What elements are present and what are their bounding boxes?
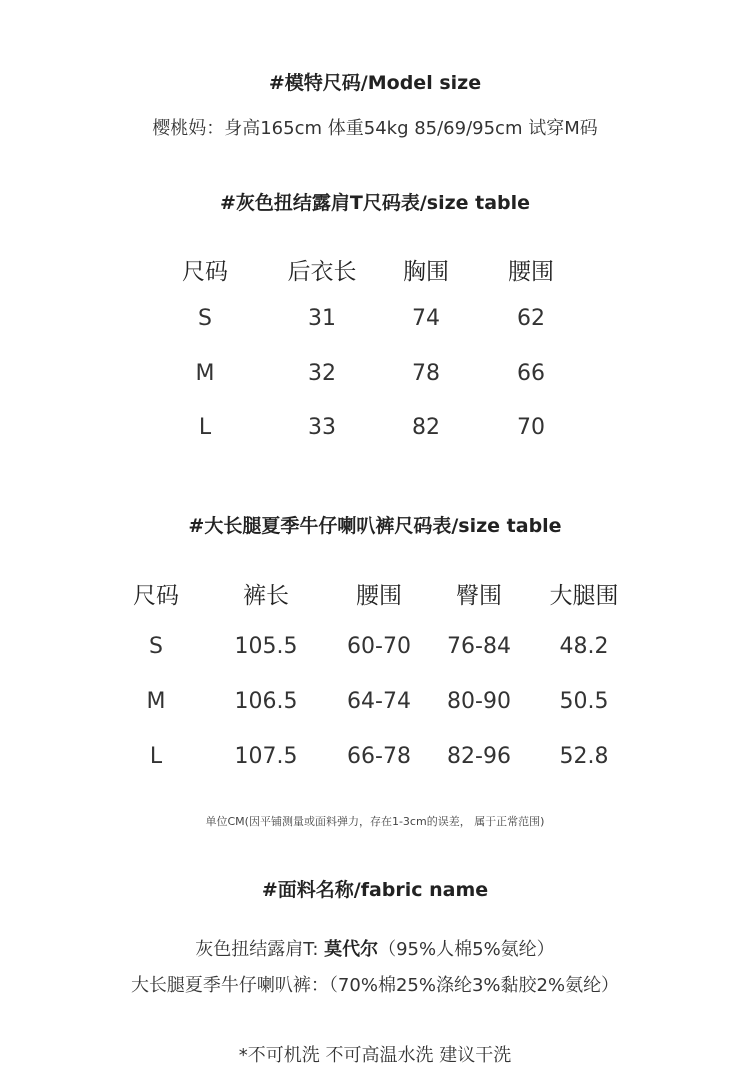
pants_section-header-cell: 裤长 [243,583,289,609]
pants_section-table-cell: 107.5 [234,744,298,769]
fabric-line-tshirt [0,935,750,961]
model-size-line: 樱桃妈：身高165cm 体重54kg 85/69/95cm 试穿M码 [152,118,598,139]
fabric-line-pants: 大长腿夏季牛仔喇叭裤：（70%棉25%涤纶3%黏胶2%氨纶） [130,975,620,996]
pants_section-table-cell: 64-74 [347,689,411,714]
pants_section-table-cell: 80-90 [447,689,511,714]
tshirt_section-table-cell: 62 [517,306,545,331]
pants_section-table-cell: M [146,689,166,714]
tshirt_section-table-cell: 82 [412,415,440,440]
fabric-line-tshirt-composition: （95%人棉5%氨纶） [378,939,555,960]
tshirt_section-table-cell: S [198,306,212,331]
pants_section-header-cell: 大腿围 [549,583,619,609]
pants_section-table-cell: L [149,744,163,769]
pants_section-header-cell: 臀围 [456,583,502,609]
pants_section-header-cell: 腰围 [356,583,402,609]
tshirt_section-table-cell: 78 [412,361,440,386]
pants_section-table-cell: 48.2 [559,634,609,659]
pants_section-table-cell: S [149,634,163,659]
pants_section-table-cell: 50.5 [559,689,609,714]
pants_section-header-cell: 尺码 [133,583,179,609]
tshirt_section-header-cell: 后衣长 [287,259,357,285]
tshirt_section-header-cell: 胸围 [403,259,449,285]
tshirt_section-table-cell: 31 [308,306,336,331]
tshirt_section-header-cell: 腰围 [508,259,554,285]
tshirt_section-table-cell: 74 [412,306,440,331]
tshirt_section-table-cell: 70 [517,415,545,440]
tshirt_section-table-cell: 33 [308,415,336,440]
model-size-heading: #模特尺码/Model size [268,72,482,94]
tshirt_section-header-cell: 尺码 [182,259,228,285]
pants_section-table-cell: 52.8 [559,744,609,769]
pants_section-table-cell: 76-84 [447,634,511,659]
care-note: *不可机洗 不可高温水洗 建议干洗 [238,1045,512,1066]
tshirt-table-heading: #灰色扭结露肩T尺码表/size table [219,192,531,214]
pants_section-table-cell: 82-96 [447,744,511,769]
unit-note: 单位CM(因平铺测量或面料弹力，存在1-3cm的误差， 属于正常范围) [205,815,545,828]
fabric-line-tshirt-prefix: 灰色扭结露肩T: [195,939,325,960]
tshirt_section-table-cell: M [195,361,215,386]
pants_section-table-cell: 106.5 [234,689,298,714]
tshirt_section-table-cell: 32 [308,361,336,386]
pants_section-table-cell: 60-70 [347,634,411,659]
fabric-line-tshirt-material: 莫代尔 [324,939,379,960]
fabric-heading: #面料名称/fabric name [261,879,489,901]
pants_section-table-cell: 66-78 [347,744,411,769]
pants_section-table-cell: 105.5 [234,634,298,659]
pants-table-heading: #大长腿夏季牛仔喇叭裤尺码表/size table [188,515,562,537]
tshirt_section-table-cell: 66 [517,361,545,386]
tshirt_section-table-cell: L [198,415,212,440]
